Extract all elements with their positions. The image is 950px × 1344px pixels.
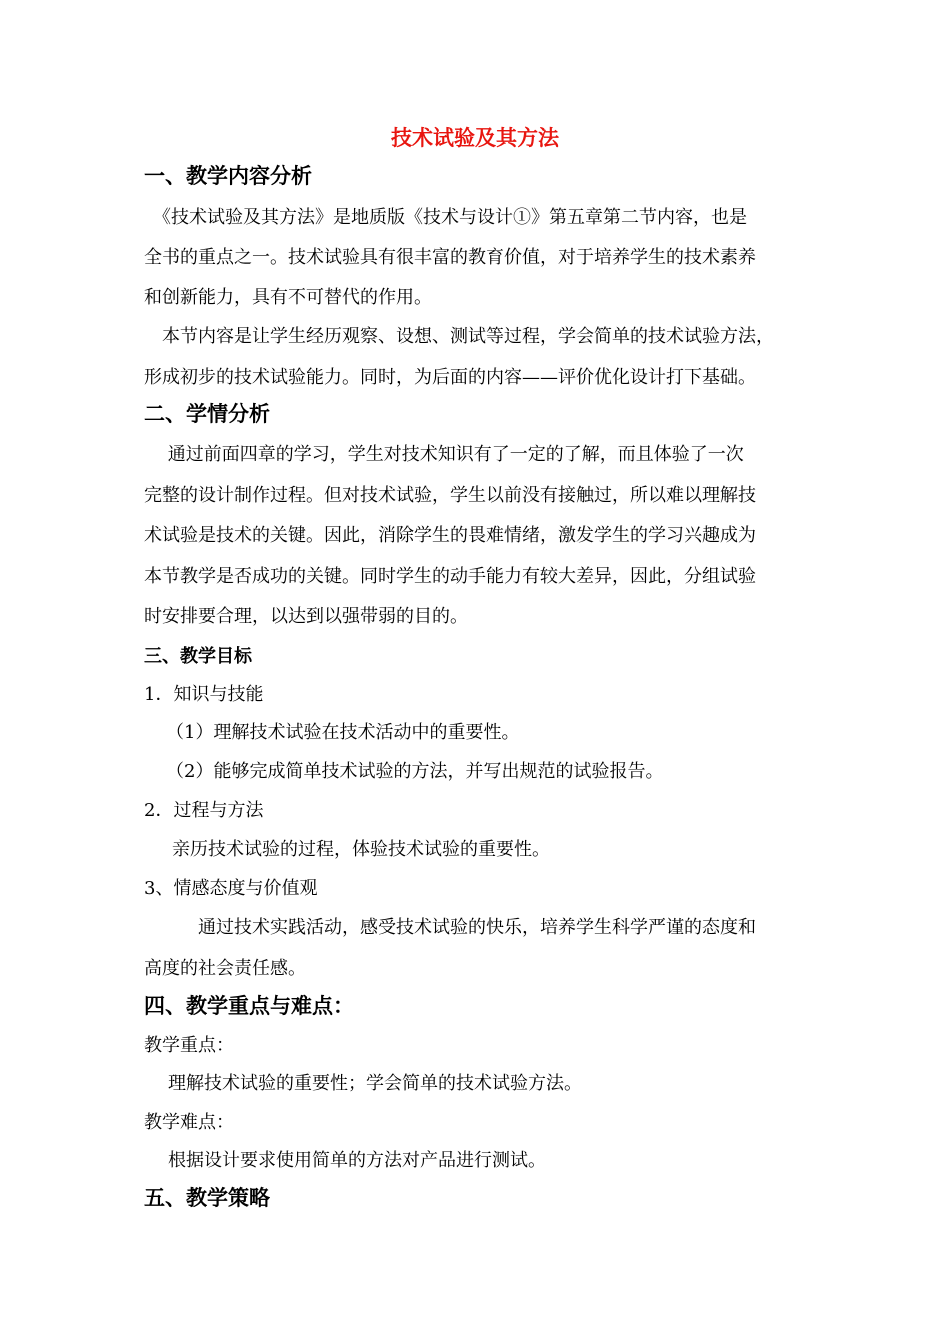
s2-p1-line-2: 完整的设计制作过程。但对技术试验，学生以前没有接触过，所以难以理解技	[144, 485, 756, 506]
goal-1-item-2: （2）能够完成简单技术试验的方法，并写出规范的试验报告。	[166, 761, 664, 782]
section-heading-2: 二、学情分析	[144, 401, 270, 426]
difficult-point-text: 根据设计要求使用简单的方法对产品进行测试。	[168, 1150, 546, 1171]
section-heading-1: 一、教学内容分析	[144, 163, 312, 188]
s1-p1-line-1: 《技术试验及其方法》是地质版《技术与设计①》第五章第二节内容，也是	[144, 207, 747, 228]
section-heading-4: 四、教学重点与难点：	[144, 993, 354, 1018]
key-point-label: 教学重点：	[144, 1035, 234, 1056]
s2-p1-line-4: 本节教学是否成功的关键。同时学生的动手能力有较大差异，因此，分组试验	[144, 566, 756, 587]
goal-3-text-line-2: 高度的社会责任感。	[144, 958, 306, 979]
goal-3-text-line-1: 通过技术实践活动，感受技术试验的快乐，培养学生科学严谨的态度和	[198, 917, 756, 938]
section-heading-3: 三、教学目标	[144, 646, 252, 667]
s1-p1-line-2: 全书的重点之一。技术试验具有很丰富的教育价值，对于培养学生的技术素养	[144, 247, 756, 268]
goal-1-title: 1．知识与技能	[144, 684, 264, 705]
s1-p2-line-2: 形成初步的技术试验能力。同时，为后面的内容——评价优化设计打下基础。	[144, 367, 756, 388]
goal-2-title: 2．过程与方法	[144, 800, 264, 821]
goal-2-text: 亲历技术试验的过程，体验技术试验的重要性。	[172, 839, 550, 860]
section-heading-5: 五、教学策略	[144, 1185, 270, 1210]
s2-p1-line-3: 术试验是技术的关键。因此，消除学生的畏难情绪，激发学生的学习兴趣成为	[144, 525, 756, 546]
s1-p2-line-1: 本节内容是让学生经历观察、设想、测试等过程，学会简单的技术试验方法，	[144, 326, 774, 347]
difficult-point-label: 教学难点：	[144, 1112, 234, 1133]
goal-1-item-1: （1）理解技术试验在技术活动中的重要性。	[166, 722, 520, 743]
s1-p1-line-3: 和创新能力，具有不可替代的作用。	[144, 287, 432, 308]
s2-p1-line-5: 时安排要合理，以达到以强带弱的目的。	[144, 606, 468, 627]
s2-p1-line-1: 通过前面四章的学习，学生对技术知识有了一定的了解，而且体验了一次	[144, 444, 744, 465]
goal-3-title: 3、情感态度与价值观	[144, 878, 318, 899]
key-point-text: 理解技术试验的重要性；学会简单的技术试验方法。	[168, 1073, 582, 1094]
document-title: 技术试验及其方法	[391, 125, 559, 150]
